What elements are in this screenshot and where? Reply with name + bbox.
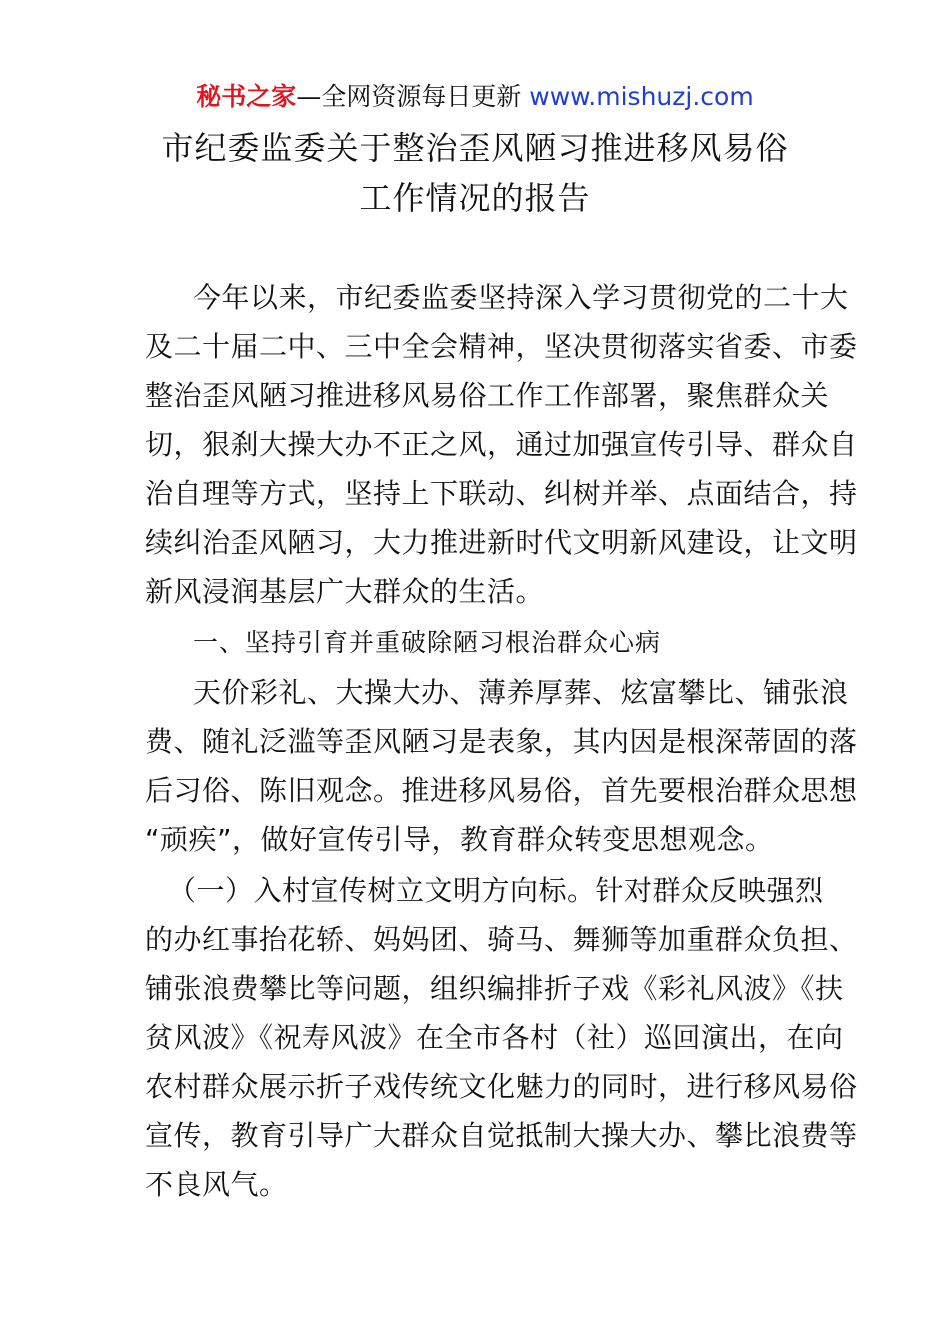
intro-line-2: 及二十届二中、三中全会精神，坚决贯彻落实省委、市委 [145,330,858,363]
section-1-p1-line-2: 费、随礼泛滥等歪风陋习是表象，其内因是根深蒂固的落 [145,725,858,758]
section-1-p2-line-1: （一）入村宣传树立文明方向标。针对群众反映强烈 [168,874,824,907]
intro-line-7: 新风浸润基层广大群众的生活。 [145,575,545,608]
section-1-p2-line-2: 的办红事抬花轿、妈妈团、骑马、舞狮等加重群众负担、 [145,923,858,956]
section-1-p2-line-4: 贫风波》《祝寿风波》在全市各村（社）巡回演出，在向 [145,1021,844,1054]
section-1-p1-line-4: “顽疾”，做好宣传引导，教育群众转变思想观念。 [145,823,774,856]
site-slogan: —全网资源每日更新 [296,82,530,111]
document-title-line-2: 工作情况的报告 [359,179,591,217]
site-header [0,80,950,114]
section-1-p2-line-6: 宣传，教育引导广大群众自觉抵制大操大办、攀比浪费等 [145,1119,858,1152]
site-url-link[interactable]: www.mishuzj.com [529,82,754,111]
document-title-line-1: 市纪委监委关于整治歪风陋习推进移风易俗 [161,129,789,167]
section-1-p1-line-3: 后习俗、陈旧观念。推进移风易俗，首先要根治群众思想 [145,774,858,807]
section-1-p2-line-7: 不良风气。 [145,1168,288,1201]
intro-line-3: 整治歪风陋习推进移风易俗工作工作部署，聚焦群众关 [145,379,830,412]
section-1-p2-line-5: 农村群众展示折子戏传统文化魅力的同时，进行移风易俗 [145,1070,858,1103]
intro-line-1: 今年以来，市纪委监委坚持深入学习贯彻党的二十大 [193,281,849,314]
section-1-heading: 一、坚持引育并重破除陋习根治群众心病 [193,628,662,657]
intro-line-6: 续纠治歪风陋习，大力推进新时代文明新风建设，让文明 [145,526,858,559]
intro-line-4: 切，狠刹大操大办不正之风，通过加强宣传引导、群众自 [145,428,858,461]
section-1-p2-line-3: 铺张浪费攀比等问题，组织编排折子戏《彩礼风波》《扶 [145,972,844,1005]
intro-line-5: 治自理等方式，坚持上下联动、纠树并举、点面结合，持 [145,477,858,510]
site-brand: 秘书之家 [196,82,297,111]
section-1-p1-line-1: 天价彩礼、大操大办、薄养厚葬、炫富攀比、铺张浪 [193,676,849,709]
